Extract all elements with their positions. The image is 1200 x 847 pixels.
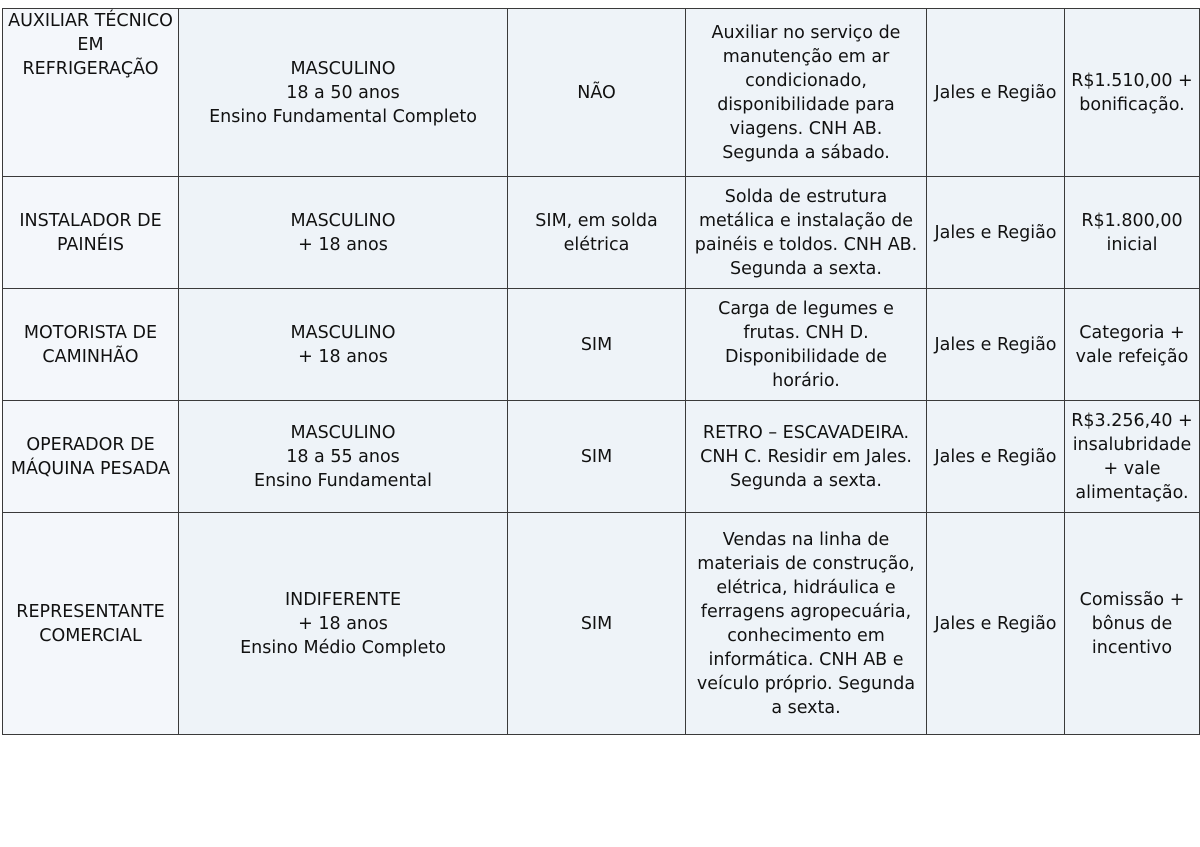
experience-cell: NÃO xyxy=(508,9,686,177)
table-row xyxy=(3,177,1200,289)
candidate-profile-cell: MASCULINO 18 a 55 anos Ensino Fundamental xyxy=(179,401,508,513)
candidate-profile-cell: INDIFERENTE + 18 anos Ensino Médio Completo xyxy=(179,513,508,735)
table-row xyxy=(3,9,1200,177)
experience-cell: SIM xyxy=(508,401,686,513)
job-title-cell: REPRESENTANTE COMERCIAL xyxy=(3,513,179,735)
salary-cell: R$1.510,00 + bonificação. xyxy=(1065,9,1200,177)
job-description-cell: RETRO – ESCAVADEIRA. CNH C. Residir em Jales. Segunda a sexta. xyxy=(686,401,927,513)
table-row xyxy=(3,513,1200,735)
experience-cell: SIM, em solda elétrica xyxy=(508,177,686,289)
salary-cell: R$3.256,40 + insalubridade + vale alimentação. xyxy=(1065,401,1200,513)
location-cell: Jales e Região xyxy=(927,513,1065,735)
experience-cell: SIM xyxy=(508,289,686,401)
salary-cell: R$1.800,00 inicial xyxy=(1065,177,1200,289)
job-title-cell: MOTORISTA DE CAMINHÃO xyxy=(3,289,179,401)
job-title-cell: AUXILIAR TÉCNICO EM REFRIGERAÇÃO xyxy=(3,9,179,177)
job-description-cell: Solda de estrutura metálica e instalação de painéis e toldos. CNH AB. Segunda a sexta. xyxy=(686,177,927,289)
job-description-cell: Auxiliar no serviço de manutenção em ar condicionado, disponibilidade para viagens. CNH AB. Segunda a sábado. xyxy=(686,9,927,177)
salary-cell: Comissão + bônus de incentivo xyxy=(1065,513,1200,735)
candidate-profile-cell: MASCULINO 18 a 50 anos Ensino Fundamental Completo xyxy=(179,9,508,177)
candidate-profile-cell: MASCULINO + 18 anos xyxy=(179,177,508,289)
experience-cell: SIM xyxy=(508,513,686,735)
location-cell: Jales e Região xyxy=(927,289,1065,401)
job-title-cell: OPERADOR DE MÁQUINA PESADA xyxy=(3,401,179,513)
location-cell: Jales e Região xyxy=(927,401,1065,513)
job-description-cell: Vendas na linha de materiais de construção, elétrica, hidráulica e ferragens agropecuária, conhecimento em informática. CNH AB e veículo próprio. Segunda a sexta. xyxy=(686,513,927,735)
table-row xyxy=(3,289,1200,401)
location-cell: Jales e Região xyxy=(927,177,1065,289)
job-openings-table xyxy=(2,8,1200,735)
job-description-cell: Carga de legumes e frutas. CNH D. Disponibilidade de horário. xyxy=(686,289,927,401)
job-title-cell: INSTALADOR DE PAINÉIS xyxy=(3,177,179,289)
location-cell: Jales e Região xyxy=(927,9,1065,177)
salary-cell: Categoria + vale refeição xyxy=(1065,289,1200,401)
candidate-profile-cell: MASCULINO + 18 anos xyxy=(179,289,508,401)
table-row xyxy=(3,401,1200,513)
